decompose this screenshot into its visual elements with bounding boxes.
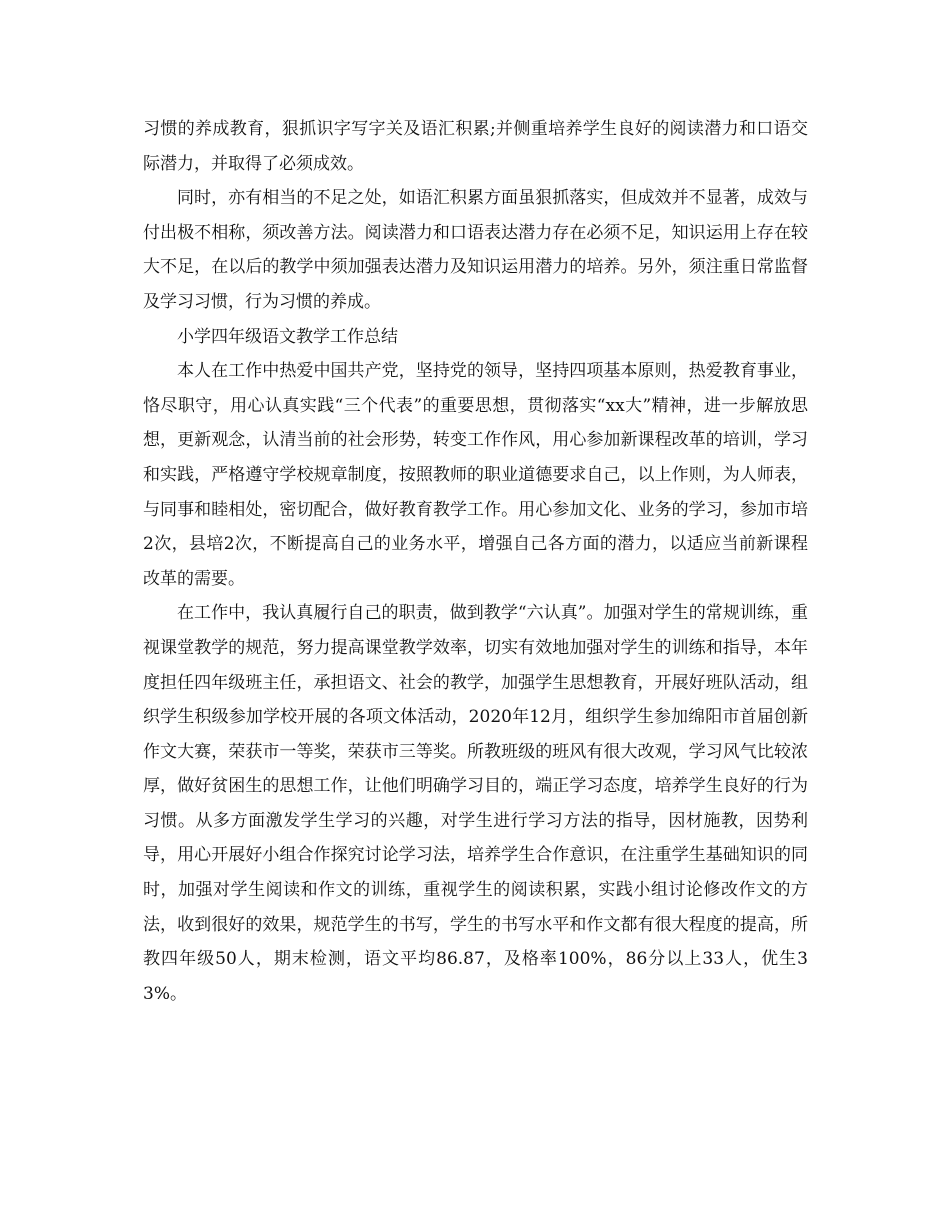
paragraph-continuation: 习惯的养成教育，狠抓识字写字关及语汇积累;并侧重培养学生良好的阅读潜力和口语交际潜力，并取得了必须成效。 [143, 119, 808, 174]
paragraph-teaching-work: 在工作中，我认真履行自己的职责，做到教学“六认真”。加强对学生的常规训练，重视课堂教学的规范，努力提高课堂教学效率，切实有效地加强对学生的训练和指导，本年度担任四年级班主任，承担语文、社会的教学，加强学生思想教育，开展好班队活动，组织学生积级参加学校开展的各项文体活动，2020年12月，组织学生参加绵阳市首届创新作文大赛，荣获市一等奖，荣获市三等奖。所教班级的班风有很大改观，学习风气比较浓厚，做好贫困生的思想工作，让他们明确学习目的，端正学习态度，培养学生良好的行为习惯。从多方面激发学生学习的兴趣，对学生进行学习方法的指导，因材施教，因势利导，用心开展好小组合作探究讨论学习法，培养学生合作意识，在注重学生基础知识的同时，加强对学生阅读和作文的训练，重视学生的阅读积累，实践小组讨论修改作文的方法，收到很好的效果，规范学生的书写，学生的书写水平和作文都有很大程度的提高，所教四年级50人，期末检测，语文平均86.87，及格率100%，86分以上33人，优生33%。 [143, 603, 808, 1004]
paragraph-personal-conduct: 本人在工作中热爱中国共产党，坚持党的领导，坚持四项基本原则，热爱教育事业，恪尽职守，用心认真实践“三个代表”的重要思想，贯彻落实“xx大”精神，进一步解放思想，更新观念，认清当前的社会形势，转变工作作风，用心参加新课程改革的培训，学习和实践，严格遵守学校规章制度，按照教师的职业道德要求自己，以上作则，为人师表，与同事和睦相处，密切配合，做好教育教学工作。用心参加文化、业务的学习，参加市培2次，县培2次，不断提高自己的业务水平，增强自己各方面的潜力，以适应当前新课程改革的需要。 [143, 361, 808, 589]
document-body [143, 112, 808, 1011]
section-heading: 小学四年级语文教学工作总结 [177, 326, 398, 347]
paragraph-shortcomings: 同时，亦有相当的不足之处，如语汇积累方面虽狠抓落实，但成效并不显著，成效与付出极不相称，须改善方法。阅读潜力和口语表达潜力存在必须不足，知识运用上存在较大不足，在以后的教学中须加强表达潜力及知识运用潜力的培养。另外，须注重日常监督及学习习惯，行为习惯的养成。 [143, 188, 808, 312]
